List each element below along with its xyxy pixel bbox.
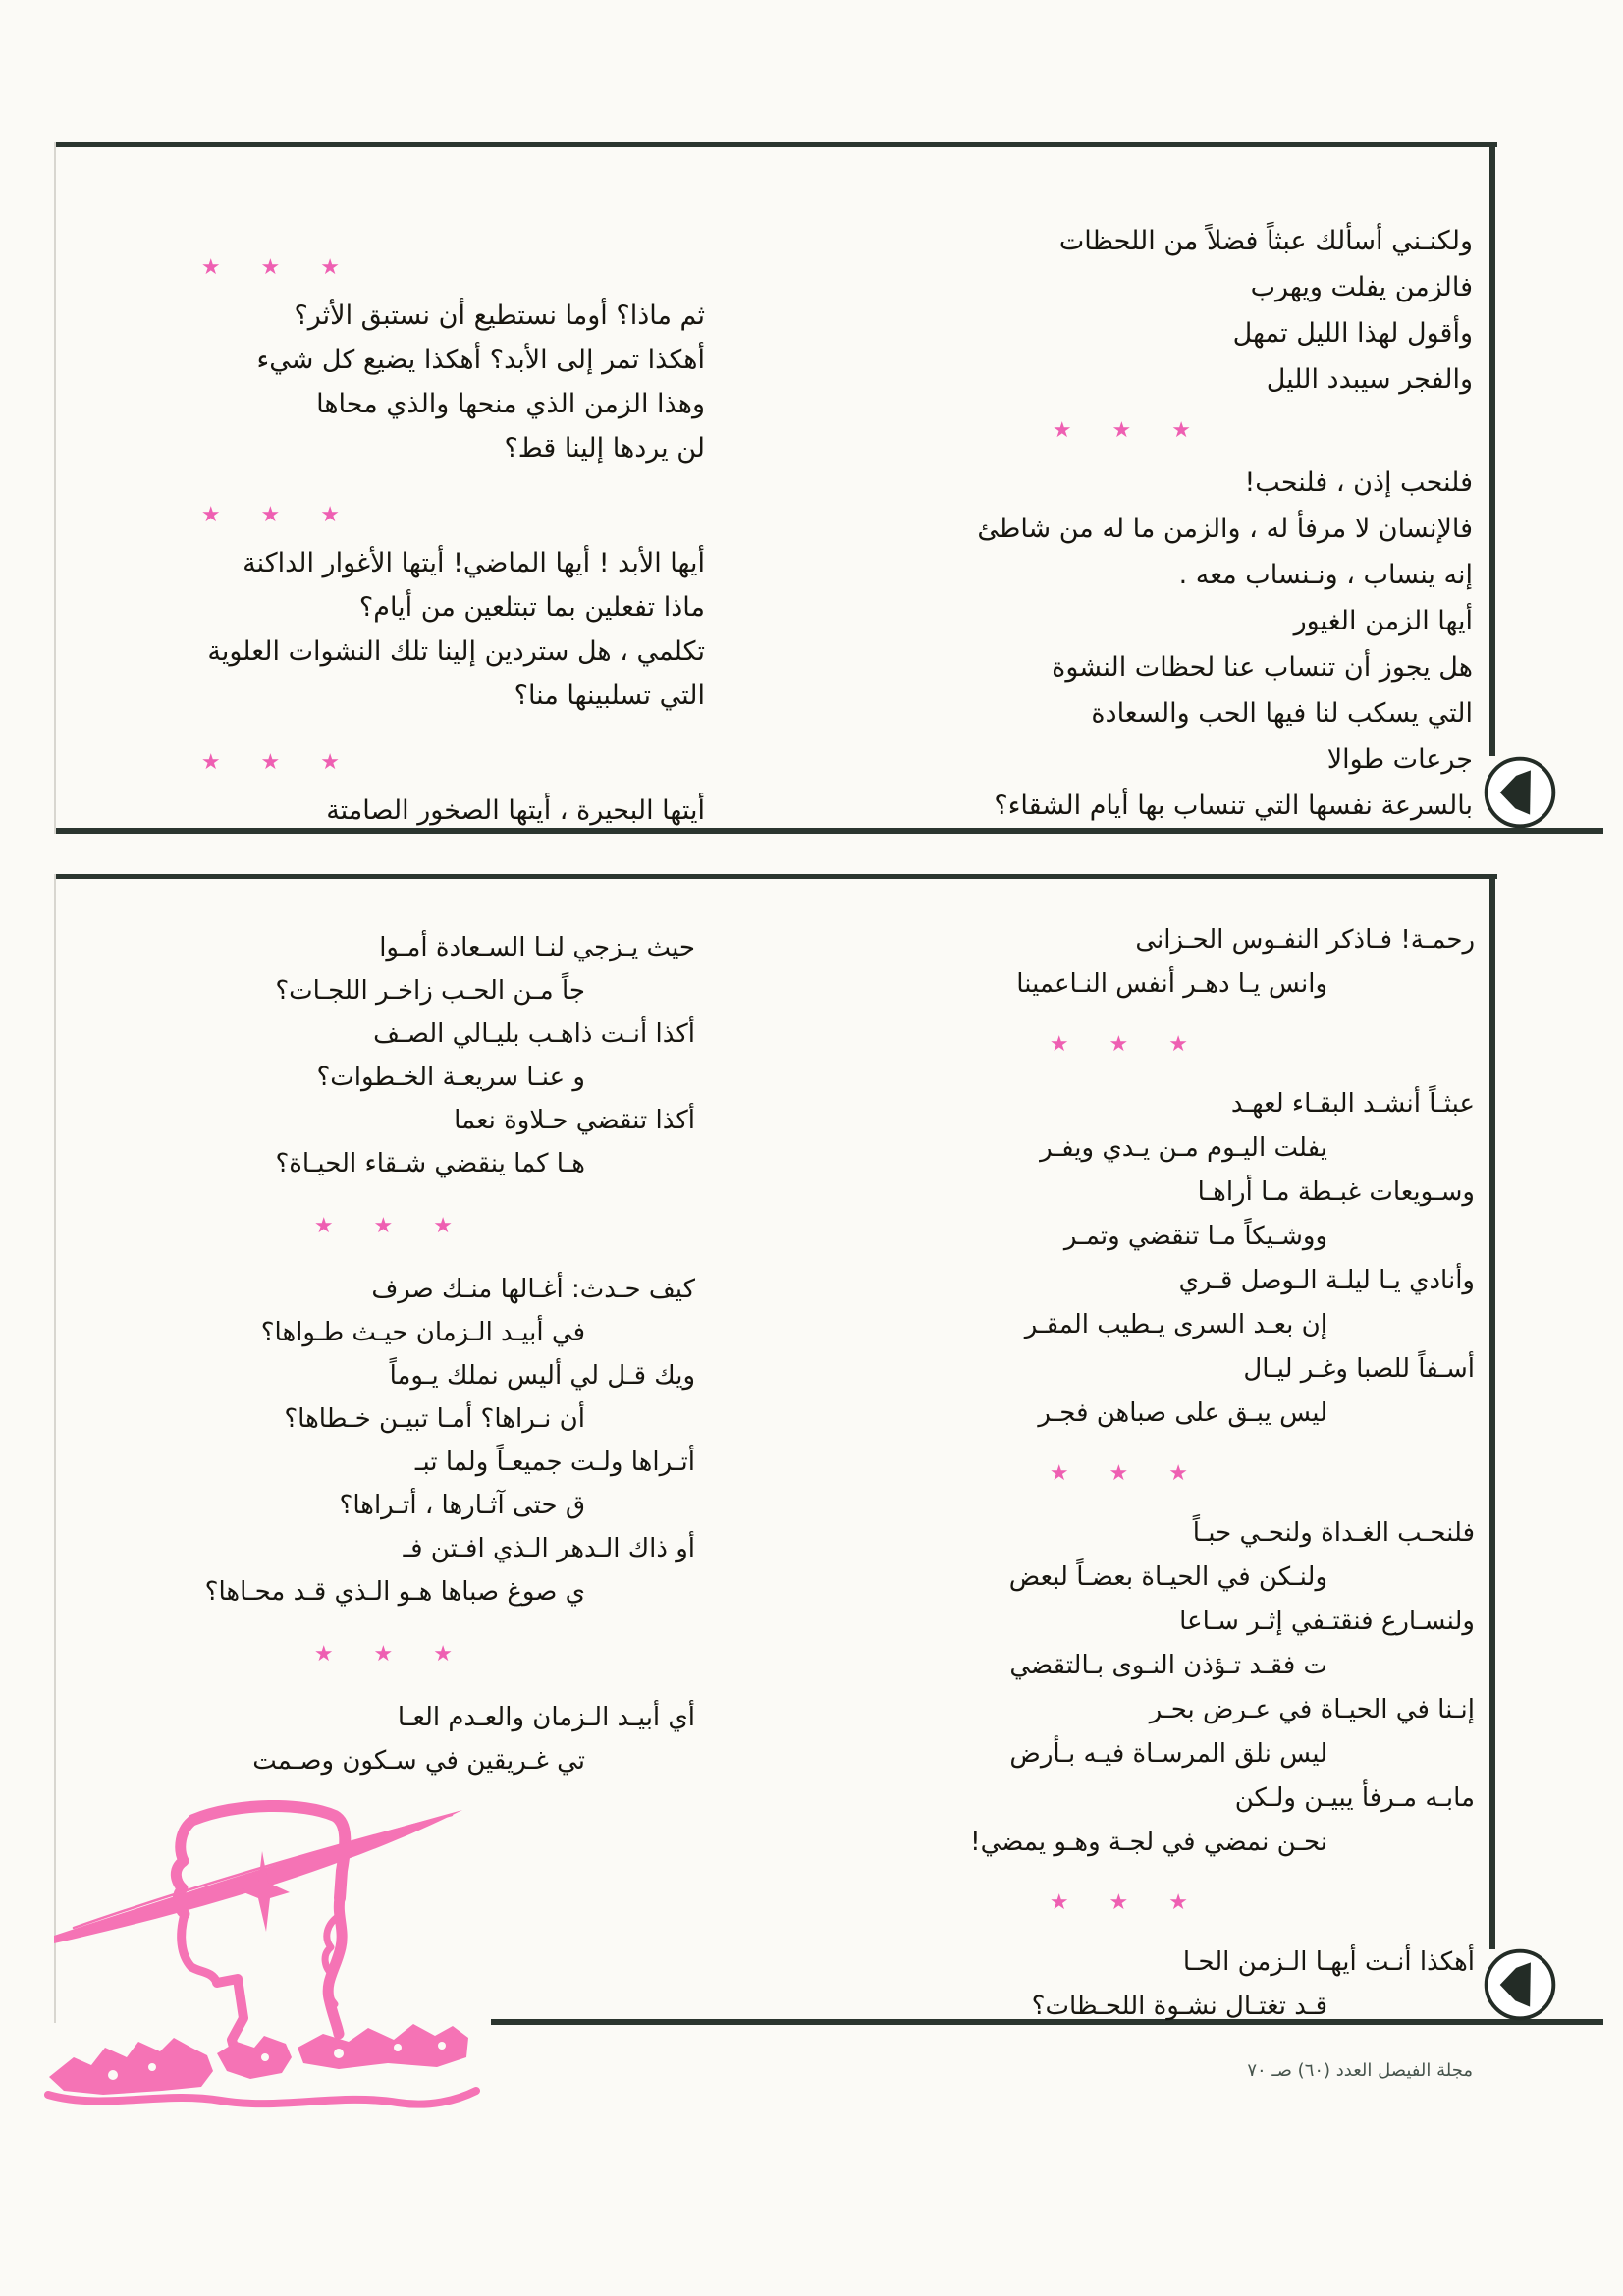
star-separator: ★ ★ ★ (200, 503, 356, 527)
poem-line: فالزمن يفلت ويهرب (1250, 272, 1473, 302)
poem-stanza (864, 1941, 1475, 2029)
poem-line: وسـويعات غبـطة مـا أراهـا (1197, 1177, 1475, 1207)
poem-line: ق حتى آثـارها ، أتـراها؟ (339, 1491, 585, 1520)
poem-stanza (157, 789, 705, 833)
poem-stanza (88, 926, 695, 1185)
poem-line: تكلمي ، هل ستردين إلينا تلك النشوات العلوية (207, 636, 705, 667)
poem-line: أتـراها ولـت جميعـاً ولما تبـ (414, 1448, 695, 1477)
poem-line: أكذا أنـت ذاهـب بليـالي الصـف (373, 1019, 695, 1049)
poem-line: يفلت اليـوم مـن يـدي ويفـر (1040, 1133, 1327, 1163)
star-separator: ★ ★ ★ (1052, 418, 1208, 443)
poem-line: أي أبيـد الـزمان والعـدم العـا (397, 1703, 695, 1732)
poem-stanza (962, 218, 1473, 403)
poem-line: أسـفاً للصبا وغـر ليـال (1243, 1354, 1475, 1384)
poem-line: إنه ينساب ، ونـنساب معه . (1178, 560, 1473, 590)
poem-line: حيث يـزجي لنـا السـعادة أمـوا (379, 933, 695, 962)
faces-illustration (44, 1800, 484, 2114)
star-separator: ★ ★ ★ (200, 750, 356, 775)
poem-line: عبثـاً أنشـد البقـاء لعهـد (1230, 1089, 1475, 1119)
poem-line: هـا كما ينقضي شـقاء الحيـاة؟ (275, 1149, 585, 1178)
poem-line: فالإنسان لا مرفأ له ، والزمن ما له من شاطئ (977, 514, 1473, 544)
top-frame-right-column (962, 218, 1473, 829)
poem-line: أكذا تنقضي حـلاوة نعما (454, 1106, 695, 1135)
page-footer-credit: مجلة الفيصل العدد (٦٠) صـ ٧٠ (1247, 2060, 1473, 2081)
page-turn-arrow-icon (1482, 754, 1558, 831)
top-frame-left-border (54, 142, 56, 834)
poem-line: تي غـريقين في سـكون وصـمت (252, 1746, 585, 1776)
star-separator: ★ ★ ★ (313, 1214, 469, 1238)
poem-line: أن نـراها؟ أمـا تبيـن خـطاها؟ (284, 1404, 585, 1434)
poem-line: أيها الأبد ! أيها الماضي! أيتها الأغوار الداكنة (243, 548, 705, 578)
poem-line: فلنحـب الغـداة ولنحـي حبـاً (1192, 1518, 1475, 1548)
poem-line: إنـنا في الحيـاة في عـرض بحـر (1149, 1695, 1475, 1724)
poem-line: لن يردها إلينا قط؟ (504, 433, 705, 464)
poem-line: قـد تغتـال نشـوة اللحـظات؟ (1031, 1992, 1327, 2021)
poem-line: أو ذاك الـدهر الـذي افـتن فـ (403, 1534, 695, 1563)
poem-line: وأنادي يـا ليلـة الـوصل قـري (1178, 1266, 1475, 1295)
poem-stanza (88, 1268, 695, 1613)
star-separator: ★ ★ ★ (1049, 1461, 1205, 1486)
bottom-frame-right-border (1489, 874, 1495, 1949)
poem-line: ماذا تفعلين بما تبتلعين من أيام؟ (358, 592, 705, 623)
bottom-frame-top-border (54, 874, 1497, 879)
poem-stanza (157, 294, 705, 470)
poem-line: التي تسلبينها منا؟ (514, 681, 705, 711)
bottom-frame-right-column (864, 918, 1475, 2029)
poem-line: نحـن نمضي في لجـة وهـو يمضي! (970, 1828, 1327, 1857)
top-frame-left-column (157, 223, 705, 833)
poem-line: إن بعـد السرى يـطيب المقـر (1024, 1310, 1327, 1339)
poem-line: ويك قـل لي أليس نملك يـوماً (389, 1361, 695, 1391)
top-frame-right-border (1489, 142, 1495, 756)
poem-stanza (864, 1511, 1475, 1865)
poem-line: وانس يـا دهـر أنفس النـاعمينا (1016, 969, 1327, 999)
poem-line: في أبيـد الـزمان حيـث طـواها؟ (260, 1318, 585, 1347)
poem-line: وهذا الزمن الذي منحها والذي محاها (316, 389, 705, 419)
poem-line: فلنحب إذن ، فلنحب! (1244, 467, 1473, 498)
poem-line: ليس يبـق على صباهن فجـر (1038, 1398, 1327, 1428)
poem-line: أيتها البحيرة ، أيتها الصخور الصامتة (326, 795, 705, 826)
poem-stanza (962, 460, 1473, 829)
poem-stanza (88, 1696, 695, 1782)
poem-line: جرعات طوالا (1326, 744, 1473, 775)
poem-line: أيها الزمن الغيور (1293, 606, 1473, 636)
poem-line: هل يجوز أن تنساب عنا لحظات النشوة (1052, 652, 1473, 683)
poem-line: ولكنـني أسألك عبثاً فضلاً من اللحظات (1058, 226, 1473, 256)
poem-line: رحمـة! فـاذكر النفـوس الحـزانى (1135, 925, 1475, 955)
top-frame-top-border (54, 142, 1497, 147)
star-separator: ★ ★ ★ (1049, 1032, 1205, 1057)
poem-line: أهكذا أنـت أيهـا الـزمن الحـا (1182, 1947, 1475, 1977)
poem-line: ولنـكن في الحيـاة بعضـاً لبعض (1008, 1562, 1327, 1592)
poem-stanza (157, 541, 705, 718)
poem-line: ليس نلق المرسـاة فيـه بـأرض (1009, 1739, 1327, 1769)
poem-stanza (864, 1082, 1475, 1436)
poem-line: ثم ماذا؟ أوما نستطيع أن نستبق الأثر؟ (294, 301, 705, 331)
page-turn-arrow-icon (1482, 1946, 1558, 2023)
poem-line: و عنـا سريعـة الخـطوات؟ (316, 1063, 585, 1092)
poem-line: ولنسـارع فنقتـفي إثـر سـاعا (1179, 1607, 1475, 1636)
poem-line: جاً مـن الحـب زاخـر اللجـات؟ (275, 976, 585, 1006)
poem-line: ي صوغ صباها هـو الـذي قـد محـاها؟ (204, 1577, 585, 1607)
poem-line: التي يسكب لنا فيها الحب والسعادة (1091, 698, 1473, 729)
star-separator: ★ ★ ★ (313, 1642, 469, 1667)
poem-line: كيف حـدث: أغـالها منـك صرف (371, 1275, 695, 1304)
poem-line: ت فقـد تـؤذن النـوى بـالتقضي (1009, 1651, 1327, 1680)
poem-line: ووشـيكاً مـا تنقضي وتمـر (1063, 1222, 1327, 1251)
poem-line: بالسرعة نفسها التي تنساب بها أيام الشقاء؟ (994, 791, 1473, 821)
poem-line: والفجر سيبدد الليل (1266, 364, 1473, 395)
poem-line: مابـه مـرفأ يبيـن ولـكن (1234, 1783, 1475, 1813)
poem-line: أهكذا تمر إلى الأبد؟ أهكذا يضيع كل شيء (256, 345, 705, 375)
bottom-frame-left-column (88, 926, 695, 1782)
star-separator: ★ ★ ★ (200, 255, 356, 280)
poem-line: وأقول لهذا الليل تمهل (1232, 318, 1473, 349)
star-separator: ★ ★ ★ (1049, 1890, 1205, 1915)
poem-stanza (864, 918, 1475, 1007)
